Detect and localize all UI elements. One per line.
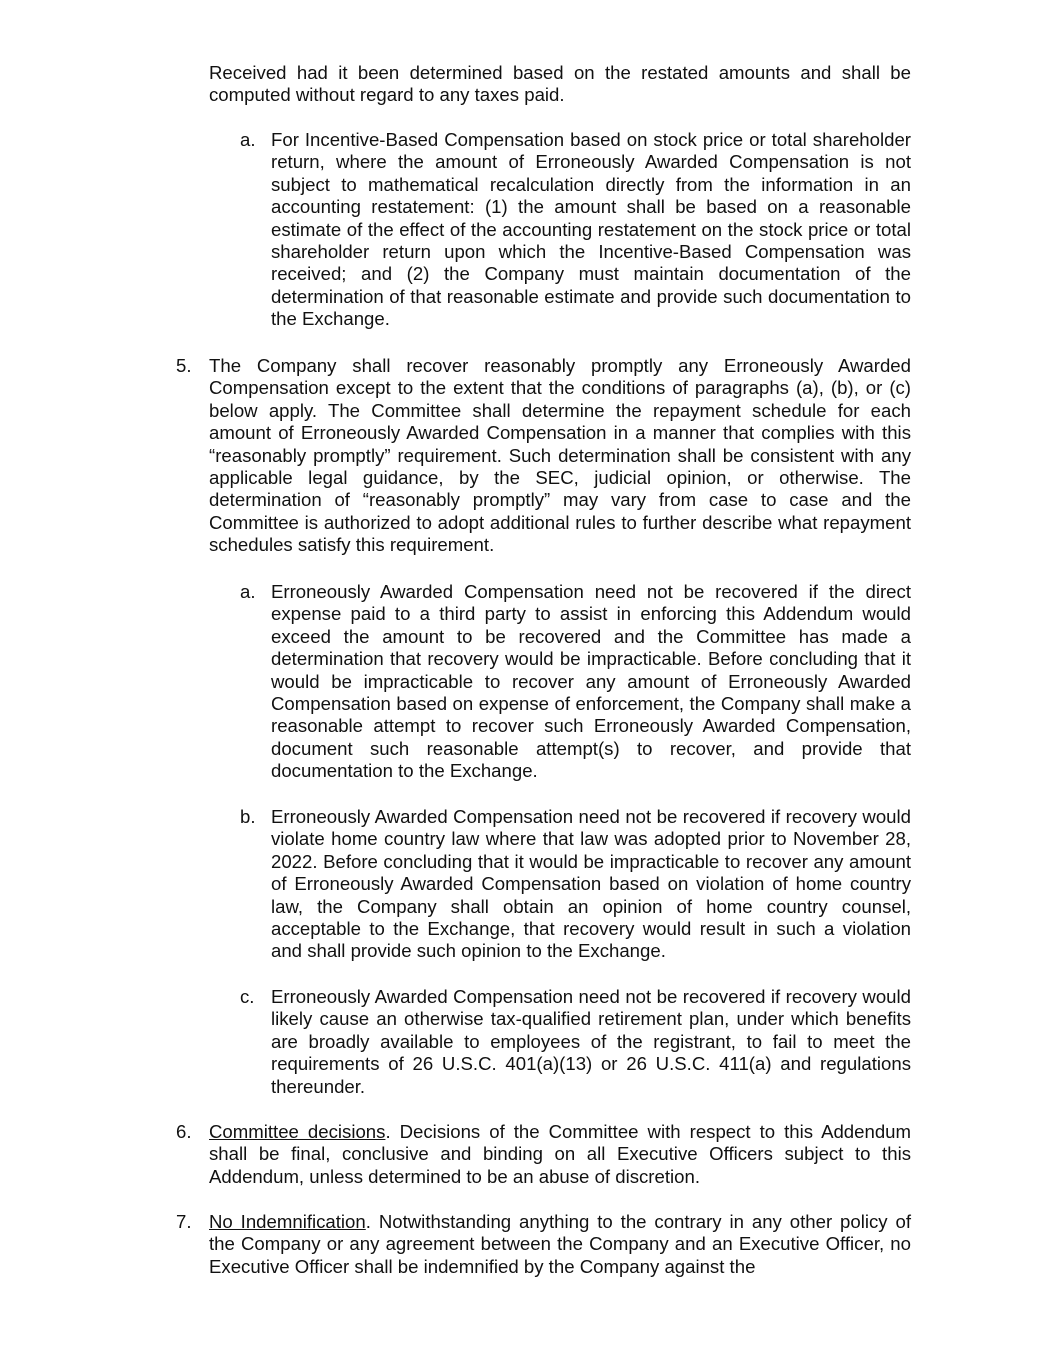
item-6-heading: Committee decisions [209,1121,386,1142]
item-5b-paragraph: Erroneously Awarded Compensation need not be recovered if recovery would violate home country law where that law was adopted prior to November 28, 2022. Before concluding that it would be impracticable to recover any amount of Erroneously Awarded Compensation based on violation of home country law, the Company shall obtain an opinion of home country counsel, acceptable to the Exchange, that recovery would result in such a violation and shall provide such opinion to the Exchange. [271,806,911,962]
item-4a-letter: a. [240,129,256,150]
item-5a-paragraph: Erroneously Awarded Compensation need not be recovered if the direct expense paid to a third party to assist in enforcing this Addendum would exceed the amount to be recovered and the Committee has made a determination that recovery would be impracticable. Before concluding that it would be impracticable to recover any amount of Erroneously Awarded Compensation based on expense of enforcement, the Company shall make a reasonable attempt to recover such Erroneously Awarded Compensation, document such reasonable attempt(s) to recover, and provide that documentation to the Exchange. [271,581,911,782]
intro-continuation-paragraph: Received had it been determined based on the restated amounts and shall be computed without regard to any taxes paid. [209,62,911,106]
item-6-number: 6. [176,1121,192,1142]
item-5a-letter: a. [240,581,256,602]
item-5b-letter: b. [240,806,256,827]
item-7-text: . Notwithstanding anything to the contrary in any other policy of the Company or any agreement between the Company and an Executive Officer, no Executive Officer shall be indemnified by the Company against the [209,1211,911,1277]
item-6-text: . Decisions of the Committee with respect to this Addendum shall be final, conclusive and binding on all Executive Officers subject to this Addendum, unless determined to be an abuse of discretion. [209,1121,912,1187]
item-5-number: 5. [176,355,192,376]
item-4a-paragraph: For Incentive-Based Compensation based on stock price or total shareholder return, where the amount of Erroneously Awarded Compensation is not subject to mathematical recalculation directly from the information in an accounting restatement: (1) the amount shall be based on a reasonable estimate of the effect of the accounting restatement on the stock price or total shareholder return upon which the Incentive-Based Compensation was received; and (2) the Company must maintain documentation of the determination of that reasonable estimate and provide such documentation to the Exchange. [271,129,911,330]
item-5c-letter: c. [240,986,255,1007]
item-7-heading: No Indemnification [209,1211,366,1232]
item-5-paragraph: The Company shall recover reasonably promptly any Erroneously Awarded Compensation except to the extent that the conditions of paragraphs (a), (b), or (c) below apply. The Committee shall determine the repayment schedule for each amount of Erroneously Awarded Compensation in a manner that complies with this “reasonably promptly” requirement. Such determination shall be consistent with any applicable legal guidance, by the SEC, judicial opinion, or otherwise. The determination of “reasonably promptly” may vary from case to case and the Committee is authorized to adopt additional rules to further describe what repayment schedules satisfy this requirement. [209,355,911,556]
item-7-paragraph [209,1211,911,1278]
item-5c-paragraph: Erroneously Awarded Compensation need not be recovered if recovery would likely cause an otherwise tax-qualified retirement plan, under which benefits are broadly available to employees of the registrant, to fail to meet the requirements of 26 U.S.C. 401(a)(13) or 26 U.S.C. 411(a) and regulations thereunder. [271,986,911,1097]
item-7-number: 7. [176,1211,192,1232]
item-6-paragraph [209,1121,911,1188]
